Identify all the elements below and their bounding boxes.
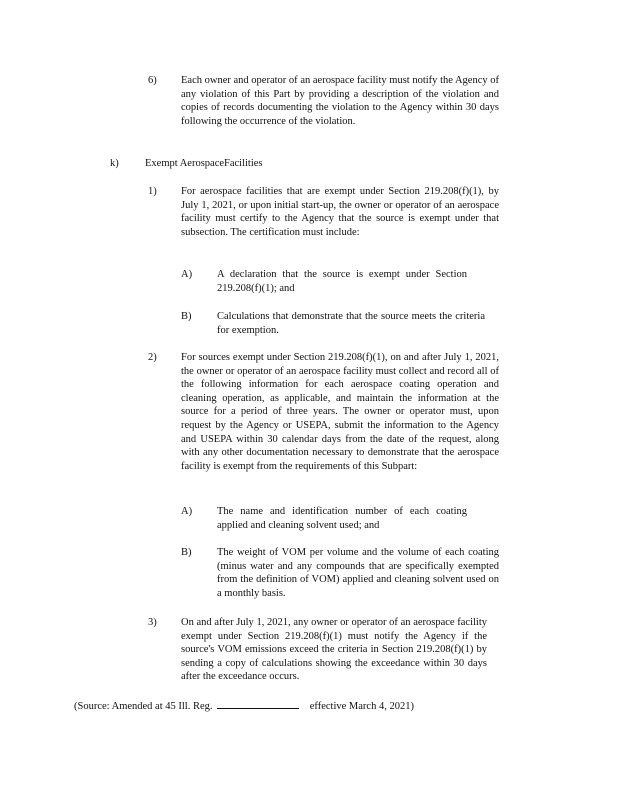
paragraph-text: Each owner and operator of an aerospace facility must notify the Agency of any violation of this Part by providing a description of the violation and copies of records documenting the violation to the Agency within 30 days following the occurrence of the violation. xyxy=(181,75,499,127)
subparagraph-label: A) xyxy=(181,506,193,517)
register-page-blank xyxy=(217,698,299,709)
paragraph-label: 6) xyxy=(148,75,157,86)
paragraph-label: 1) xyxy=(148,186,157,197)
source-note xyxy=(74,698,414,714)
subsection-label: k) xyxy=(110,158,119,169)
paragraph-text: For sources exempt under Section 219.208(f)(1), on and after July 1, 2021, the owner or operator of an aerospace facility must collect and record all of the following information for each aerospace coating operation and cleaning operation, as applicable, and maintain the information at the source for a period of three years. The owner or operator must, upon request by the Agency or USEPA, submit the information to the Agency and USEPA within 30 calendar days from the date of the request, along with any other documentation necessary to demonstrate that the aerospace facility is exempt from the requirements of this Subpart: xyxy=(181,352,499,472)
paragraph-label: 3) xyxy=(148,617,157,628)
subparagraph-text: The name and identification number of each coating applied and cleaning solvent used; and xyxy=(217,506,467,531)
subparagraph-text: A declaration that the source is exempt under Section 219.208(f)(1); and xyxy=(217,269,467,294)
paragraph-label: 2) xyxy=(148,352,157,363)
source-note-suffix: effective March 4, 2021) xyxy=(309,701,414,712)
source-note-prefix: (Source: Amended at 45 Ill. Reg. xyxy=(74,701,213,712)
subparagraph-text: Calculations that demonstrate that the source meets the criteria for exemption. xyxy=(217,311,485,336)
subparagraph-label: B) xyxy=(181,311,192,322)
subparagraph-text: The weight of VOM per volume and the volume of each coating (minus water and any compounds that are specifically exempted from the definition of VOM) applied and cleaning solvent used on a monthly basis. xyxy=(217,547,499,599)
paragraph-text: For aerospace facilities that are exempt under Section 219.208(f)(1), by July 1, 2021, or upon initial start-up, the owner or operator of an aerospace facility must certify to the Agency that the source is exempt under that subsection. The certification must include: xyxy=(181,186,499,238)
subparagraph-label: A) xyxy=(181,269,193,280)
subparagraph-label: B) xyxy=(181,547,192,558)
subsection-heading: Exempt AerospaceFacilities xyxy=(145,158,263,169)
paragraph-text: On and after July 1, 2021, any owner or operator of an aerospace facility exempt under Section 219.208(f)(1) must notify the Agency if the source's VOM emissions exceed the criteria in Section 219.208(f)(1) by sending a copy of calculations showing the exceedance within 30 days after the exceedance occurs. xyxy=(181,617,487,683)
